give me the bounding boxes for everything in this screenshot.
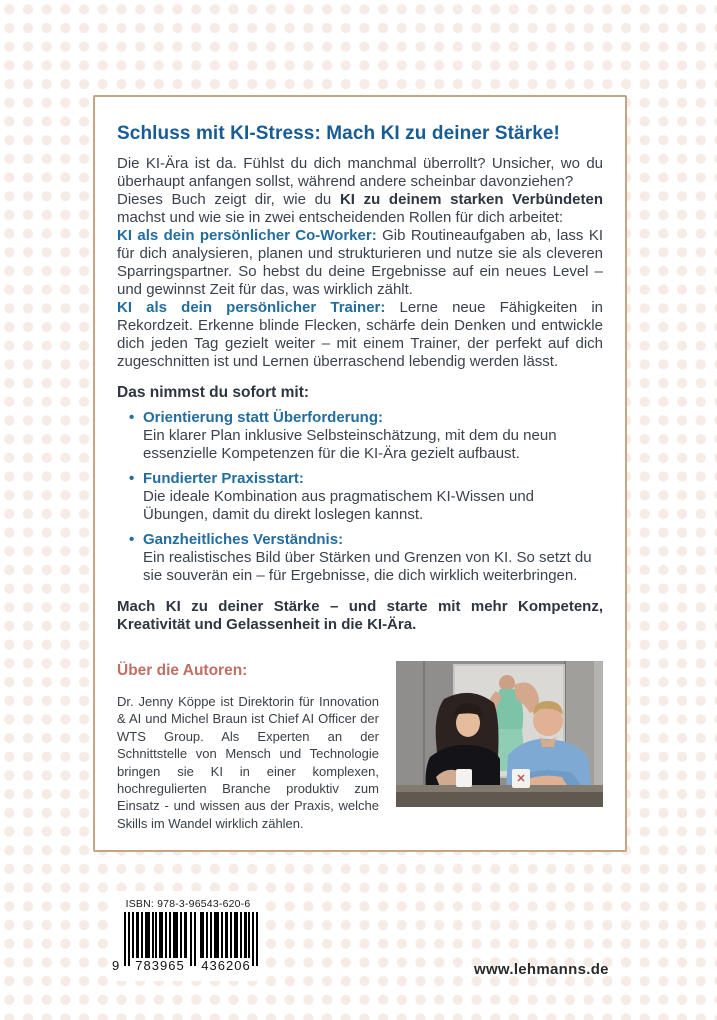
pitch-bold: KI zu deinem starken Verbündeten bbox=[339, 191, 603, 208]
pitch-paragraph bbox=[117, 191, 603, 227]
pitch-post: machst und wie sie in zwei entscheidenden Rollen für dich arbeitet: bbox=[117, 209, 564, 226]
isbn-label: ISBN: 978-3-96543-620-6 bbox=[125, 898, 251, 910]
intro-paragraph: Die KI-Ära ist da. Fühlst du dich manchmal überrollt? Unsicher, wo du überhaupt anfangen sollst, während andere scheinbar davonziehen? bbox=[117, 155, 603, 190]
barcode-digit-lead: 9 bbox=[112, 958, 121, 973]
role-paragraph-coworker bbox=[117, 227, 603, 299]
benefits-list bbox=[117, 409, 603, 585]
benefit-title: • Fundierter Praxisstart: bbox=[143, 470, 304, 487]
benefit-text: Ein klarer Plan inklusive Selbsteinschätzung, mit dem du neun essenzielle Kompetenzen für die KI-Ära gezielt aufbaust. bbox=[143, 427, 557, 462]
barcode-digits-left: 783965 bbox=[135, 958, 185, 973]
role-text-trainer: Lerne neue Fähigkeiten in Rekordzeit. Erkenne blinde Flecken, schärfe dein Denken und entwickle dich jeden Tag gezielt weiter – mit einem Trainer, der perfekt auf dich zugeschnitten ist und Lernen überraschend lebendig werden lässt. bbox=[117, 299, 603, 370]
closing-paragraph: Mach KI zu deiner Stärke – und starte mit mehr Kompetenz, Kreativität und Gelassenheit in die KI-Ära. bbox=[117, 598, 603, 633]
website-url: www.lehmanns.de bbox=[474, 961, 609, 978]
authors-photo bbox=[396, 661, 603, 807]
authors-section bbox=[117, 661, 603, 832]
benefit-item-verstaendnis bbox=[129, 531, 603, 585]
isbn-barcode bbox=[112, 912, 260, 975]
back-cover-panel bbox=[93, 95, 627, 852]
isbn-plate bbox=[110, 891, 266, 981]
barcode-digits-right: 436206 bbox=[201, 958, 251, 973]
benefit-item-praxisstart bbox=[129, 470, 603, 524]
benefit-text: Die ideale Kombination aus pragmatischem KI-Wissen und Übungen, damit du direkt loslegen kannst. bbox=[143, 488, 535, 523]
authors-bio: Dr. Jenny Köppe ist Direktorin für Innovation & AI und Michel Braun ist Chief AI Officer der WTS Group. Als Experten an der Schnittstelle von Mensch und Technologie bringen sie KI in einer komplexen, hochregulierten Branche produktiv zum Einsatz - und wissen aus der Praxis, welche Skills im Wandel wirklich zählen. bbox=[117, 694, 379, 831]
authors-heading: Über die Autoren: bbox=[117, 662, 248, 679]
headline: Schluss mit KI-Stress: Mach KI zu deiner Stärke! bbox=[117, 123, 560, 144]
benefit-item-orientation bbox=[129, 409, 603, 463]
pitch-pre: Dieses Buch zeigt dir, wie du bbox=[117, 191, 340, 208]
role-title-trainer: KI als dein persönlicher Trainer: bbox=[117, 299, 386, 316]
role-paragraph-trainer bbox=[117, 299, 603, 371]
role-title-coworker: KI als dein persönlicher Co-Worker: bbox=[117, 227, 377, 244]
takeaway-heading: Das nimmst du sofort mit: bbox=[117, 384, 310, 401]
benefit-title: • Ganzheitliches Verständnis: bbox=[143, 531, 344, 548]
role-text-coworker: Gib Routineaufgaben ab, lass KI für dich analysieren, planen und strukturieren und nutze sie als cleveren Sparringspartner. So hebst du deine Ergebnisse auf ein neues Level – und gewinnst Zeit für das, was wirklich zählt. bbox=[117, 227, 603, 298]
benefit-title: • Orientierung statt Überforderung: bbox=[143, 409, 384, 426]
authors-text-column bbox=[117, 661, 379, 832]
benefit-text: Ein realistisches Bild über Stärken und Grenzen von KI. So setzt du sie souverän ein – für Ergebnisse, die dich wirklich weiterbringen. bbox=[143, 549, 592, 584]
